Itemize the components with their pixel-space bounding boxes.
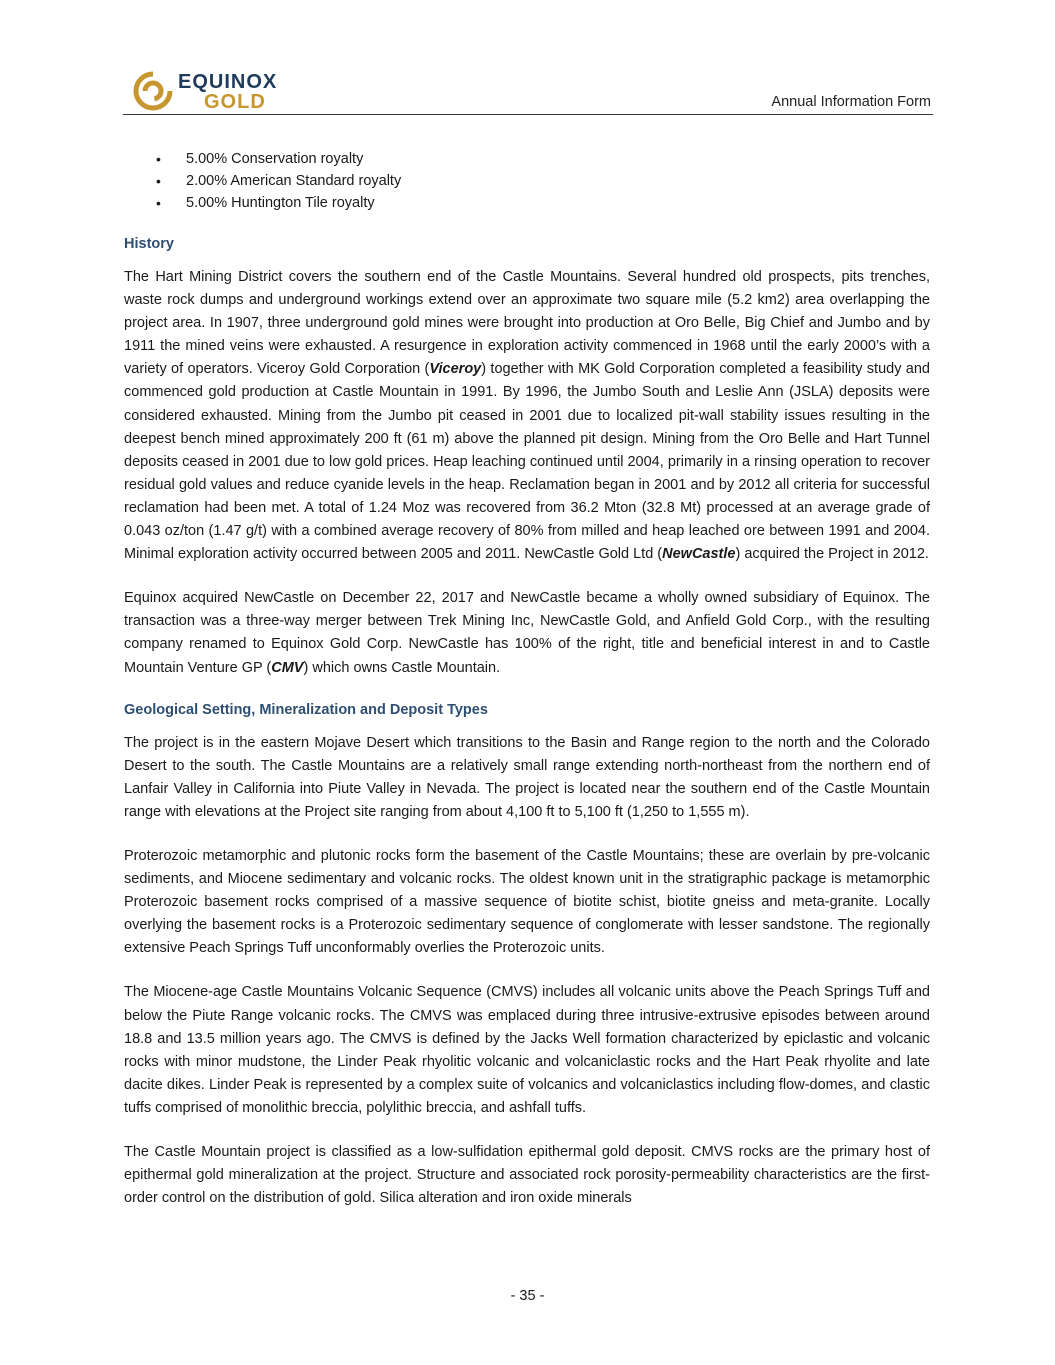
page-header [0, 0, 1055, 120]
royalty-list [124, 148, 930, 214]
text-run: ) together with MK Gold Corporation completed a feasibility study and commenced gold production at Castle Mountain in 1991. By 1996, the Jumbo South and Leslie Ann (JSLA) deposits were considered exhausted. Mining from the Jumbo pit ceased in 2001 due to localized pit-wall stability issues resulting in the deepest bench mined approximately 200 ft (61 m) above the planned pit design. Mining from the Oro Belle and Hart Tunnel deposits ceased in 2001 due to low gold prices. Heap leaching continued until 2004, primarily in a rinsing operation to recover residual gold values and reduce cyanide levels in the heap. Reclamation began in 2001 and by 2012 all criteria for successful reclamation had been met. A total of 1.24 Moz was recovered from 36.2 Mton (32.8 Mt) processed at an average grade of 0.043 oz/ton (1.47 g/t) with a combined average recovery of 80% from milled and heap leached ore between 1991 and 2004. Minimal exploration activity occurred between 2005 and 2011. NewCastle Gold Ltd ( [124, 361, 930, 563]
logo-text-equinox: EQUINOX [178, 71, 278, 93]
text-run: ) which owns Castle Mountain. [303, 659, 501, 676]
term-newcastle: NewCastle [662, 546, 736, 563]
list-item: • 5.00% Conservation royalty [124, 148, 930, 170]
geology-paragraph-1: The project is in the eastern Mojave Desert which transitions to the Basin and Range region to the north and the Colorado Desert to the south. The Castle Mountains are a relatively small range extending north-northeast from the northern end of Lanfair Valley in California into Piute Valley in Nevada. The project is located near the southern end of the Castle Mountain range with elevations at the Project site ranging from about 4,100 ft to 5,100 ft (1,250 to 1,555 m). [124, 734, 930, 820]
geology-paragraph-4: The Castle Mountain project is classified as a low-sulfidation epithermal gold deposit. CMVS rocks are the primary host of epithermal gold mineralization at the project. Structure and associated rock porosity-permeability characteristics are the first-order control on the distribution of gold. Silica alteration and iron oxide minerals [124, 1144, 930, 1207]
logo-wordmark [178, 72, 277, 112]
history-heading: History [124, 236, 174, 252]
text-run: The Hart Mining District covers the southern end of the Castle Mountains. Several hundred old prospects, pits trenches, waste rock dumps and underground workings extend over an approximate two square mile (5.2 km2) area overlapping the project area. In 1907, three underground gold mines were brought into production at Oro Belle, Big Chief and Jumbo and by 1911 the mined veins were exhausted. A resurgence in exploration activity commenced in 1968 until the early 2000’s with a variety of operators. Viceroy Gold Corporation ( [124, 269, 930, 378]
history-paragraph-2 [124, 587, 930, 679]
text-run: Equinox acquired NewCastle on December 22, 2017 and NewCastle became a wholly owned subsidiary of Equinox. The transaction was a three-way merger between Trek Mining Inc, NewCastle Gold, and Anfield Gold Corp., with the resulting company renamed to Equinox Gold Corp. NewCastle has 100% of the right, title and beneficial interest in and to Castle Mountain Venture GP ( [124, 590, 930, 676]
geology-paragraph-3: The Miocene-age Castle Mountains Volcanic Sequence (CMVS) includes all volcanic units above the Peach Springs Tuff and below the Piute Range volcanic rocks. The CMVS was emplaced during three intrusive-extrusive episodes between around 18.8 and 13.5 million years ago. The CMVS is defined by the Jacks Well formation characterized by epiclastic and volcanic rocks with minor mudstone, the Linder Peak rhyolitic volcanic and volcaniclastic rocks and the Hart Peak rhyolite and late dacite dikes. Linder Peak is represented by a complex suite of volcanics and volcaniclastics including flow-domes, and clastic tuffs comprised of monolithic breccia, polylithic breccia, and ashfall tuffs. [124, 984, 930, 1116]
history-paragraph-1 [124, 266, 930, 566]
geology-paragraph-2: Proterozoic metamorphic and plutonic rocks form the basement of the Castle Mountains; these are overlain by pre-volcanic sediments, and Miocene sedimentary and volcanic rocks. The oldest known unit in the stratigraphic package is metamorphic Proterozoic basement rocks comprised of a massive sequence of biotite schist, biotite gneiss and meta-granite. Locally overlying the basement rocks is a Proterozoic sedimentary sequence of conglomerate with lesser sandstone. The regionally extensive Peach Springs Tuff unconformably overlies the Proterozoic units. [124, 847, 930, 957]
list-item: • 2.00% American Standard royalty [124, 170, 930, 192]
text-run: ) acquired the Project in 2012. [735, 546, 929, 563]
list-item: • 5.00% Huntington Tile royalty [124, 192, 930, 214]
logo-text-gold: GOLD [204, 91, 266, 113]
header-divider [123, 114, 933, 115]
page-number: - 35 - [510, 1288, 545, 1304]
term-cmv: CMV [271, 659, 304, 676]
geology-heading: Geological Setting, Mineralization and Deposit Types [124, 701, 488, 718]
equinox-logo-icon [132, 70, 174, 117]
term-viceroy: Viceroy [429, 361, 482, 378]
document-title: Annual Information Form [771, 94, 931, 110]
page-content [124, 148, 930, 1210]
